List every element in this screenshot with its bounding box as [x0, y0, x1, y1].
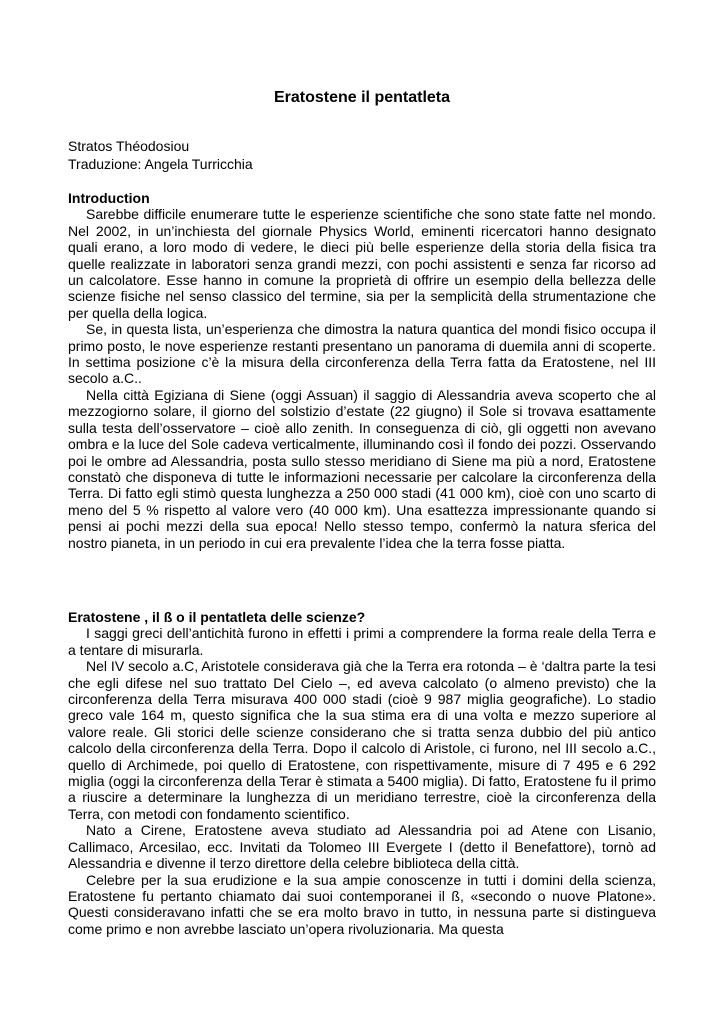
section-pentatleta — [68, 609, 656, 937]
section-heading: Introduction — [68, 190, 150, 206]
paragraph: Nella città Egiziana di Siene (oggi Assuan) il saggio di Alessandria aveva scoperto che al mezzogiorno solare, il giorno del solstizio d’estate (22 giugno) il Sole si trovava esattamente sulla testa dell’osservatore – cioè allo zenith. In conseguenza di ciò, gli oggetti non avevano ombra e la luce del Sole cadeva verticalmente, illuminando così il fondo dei pozzi. Osservando poi le ombre ad Alessandria, posta sullo stesso meridiano di Siene ma più a nord, Eratostene constatò che disponeva di tutte le informazioni necessarie per calcolare la circonferenza della Terra. Di fatto egli stimò questa lunghezza a 250 000 stadi (41 000 km), cioè con uno scarto di meno del 5 % rispetto al valore vero (40 000 km). Una esattezza impressionante quando si pensi ai pochi mezzi della sua epoca! Nello stesso tempo, confermò la natura sferica del nostro pianeta, in un periodo in cui era prevalente l’idea che la terra fosse piatta. — [68, 386, 656, 551]
byline — [68, 138, 253, 173]
section-heading: Eratostene , il ß o il pentatleta delle scienze? — [68, 609, 366, 625]
paragraph: Nato a Cirene, Eratostene aveva studiato ad Alessandria poi ad Atene con Lisanio, Callimaco, Arcesilao, ecc. Invitati da Tolomeo III Evergete I (detto il Benefattore), tornò ad Alessandria e divenne il terzo direttore della celebre biblioteca della città. — [68, 822, 656, 872]
paragraph: Sarebbe difficile enumerare tutte le esperienze scientifiche che sono state fatte nel mondo. Nel 2002, in un’inchiesta del giornale Physics World, eminenti ricercatori hanno designato quali erano, a loro modo di vedere, le dieci più belle esperienze della storia della fisica tra quelle realizzate in laboratori senza grandi mezzi, con pochi assistenti e senza far ricorso ad un calcolatore. Esse hanno in comune la proprietà di offrire un esempio della bellezza delle scienze fisiche nel senso classico del termine, sia per la semplicità della strumentazione che per quella della logica. — [68, 206, 656, 321]
paragraph: Nel IV secolo a.C, Aristotele considerava già che la Terra era rotonda – è ‘daltra parte la tesi che egli difese nel suo trattato Del Cielo –, ed aveva calcolato (o almeno previsto) che la circonferenza della Terra misurava 400 000 stadi (cioè 9 987 miglia geografiche). Lo stadio greco vale 164 m, questo significa che la sua stima era di una volta e mezzo superiore al valore reale. Gli storici delle scienze considerano che si tratta senza dubbio del più antico calcolo della circonferenza della Terra. Dopo il calcolo di Aristole, ci furono, nel III secolo a.C., quello di Archimede, poi quello di Eratostene, con rispettivamente, misure di 7 495 e 6 292 miglia (oggi la circonferenza della Terar è stimata a 5400 miglia). Di fatto, Eratostene fu il primo a riuscire a determinare la lunghezza di un meridiano terrestre, cioè la circonferenza della Terra, con metodi con fondamento scientifico. — [68, 658, 657, 822]
author: Stratos Théodosiou — [68, 138, 190, 154]
document-title: Eratostene il pentatleta — [273, 89, 451, 106]
translator: Traduzione: Angela Turricchia — [68, 155, 253, 172]
paragraph: Celebre per la sua erudizione e la sua ampie conoscenze in tutti i domini della scienza, Eratostene fu pertanto chiamato dai suoi contemporanei il ß, «secondo o nuove Platone». Questi consideravano infatti che se era molto bravo in tutto, in nessuna parte si distingueva come primo e non avrebbe lasciato un’opera rivoluzionaria. Ma questa — [68, 871, 656, 937]
paragraph: I saggi greci dell’antichità furono in effetti i primi a comprendere la forma reale della Terra e a tentare di misurarla. — [68, 625, 656, 658]
section-introduction — [68, 190, 656, 551]
paragraph: Se, in questa lista, un’esperienza che dimostra la natura quantica del mondi fisico occupa il primo posto, le nove esperienze restanti presentano un panorama di duemila anni di scoperte. In settima posizione c’è la misura della circonferenza della Terra fatta da Eratostene, nel III secolo a.C.. — [68, 321, 656, 387]
